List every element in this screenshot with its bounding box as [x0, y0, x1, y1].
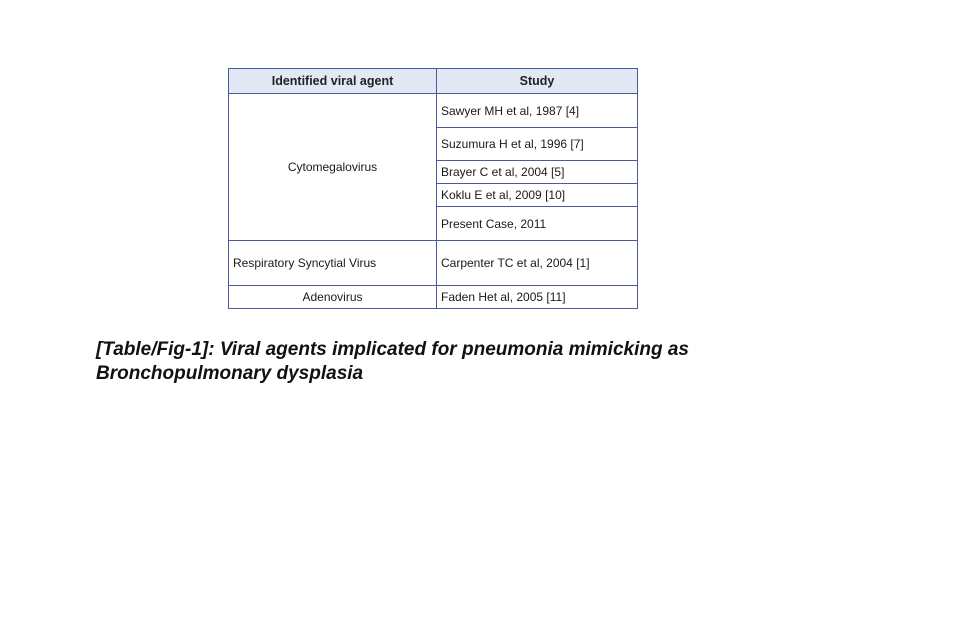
- table-row: [229, 241, 638, 286]
- study-cell: Koklu E et al, 2009 [10]: [437, 184, 638, 207]
- agent-cell-cytomegalovirus: Cytomegalovirus: [229, 94, 437, 241]
- study-cell: Faden Het al, 2005 [11]: [437, 286, 638, 309]
- study-cell: Carpenter TC et al, 2004 [1]: [437, 241, 638, 286]
- table-header-row: [229, 69, 638, 94]
- agent-cell-adenovirus: Adenovirus: [229, 286, 437, 309]
- study-cell: Brayer C et al, 2004 [5]: [437, 161, 638, 184]
- viral-agents-table: [228, 68, 638, 309]
- study-cell: Present Case, 2011: [437, 207, 638, 241]
- table-row: [229, 286, 638, 309]
- viral-agents-table-container: [228, 68, 637, 309]
- agent-cell-respiratory-syncytial-virus: Respiratory Syncytial Virus: [229, 241, 437, 286]
- header-identified-viral-agent: Identified viral agent: [229, 69, 437, 94]
- caption-line-1: [Table/Fig-1]: Viral agents implicated for pneumonia mimicking as: [96, 339, 689, 360]
- table-row: [229, 94, 638, 128]
- figure-caption: [96, 338, 856, 386]
- caption-line-2: Bronchopulmonary dysplasia: [96, 363, 364, 384]
- study-cell: Sawyer MH et al, 1987 [4]: [437, 94, 638, 128]
- study-cell: Suzumura H et al, 1996 [7]: [437, 128, 638, 161]
- header-study: Study: [437, 69, 638, 94]
